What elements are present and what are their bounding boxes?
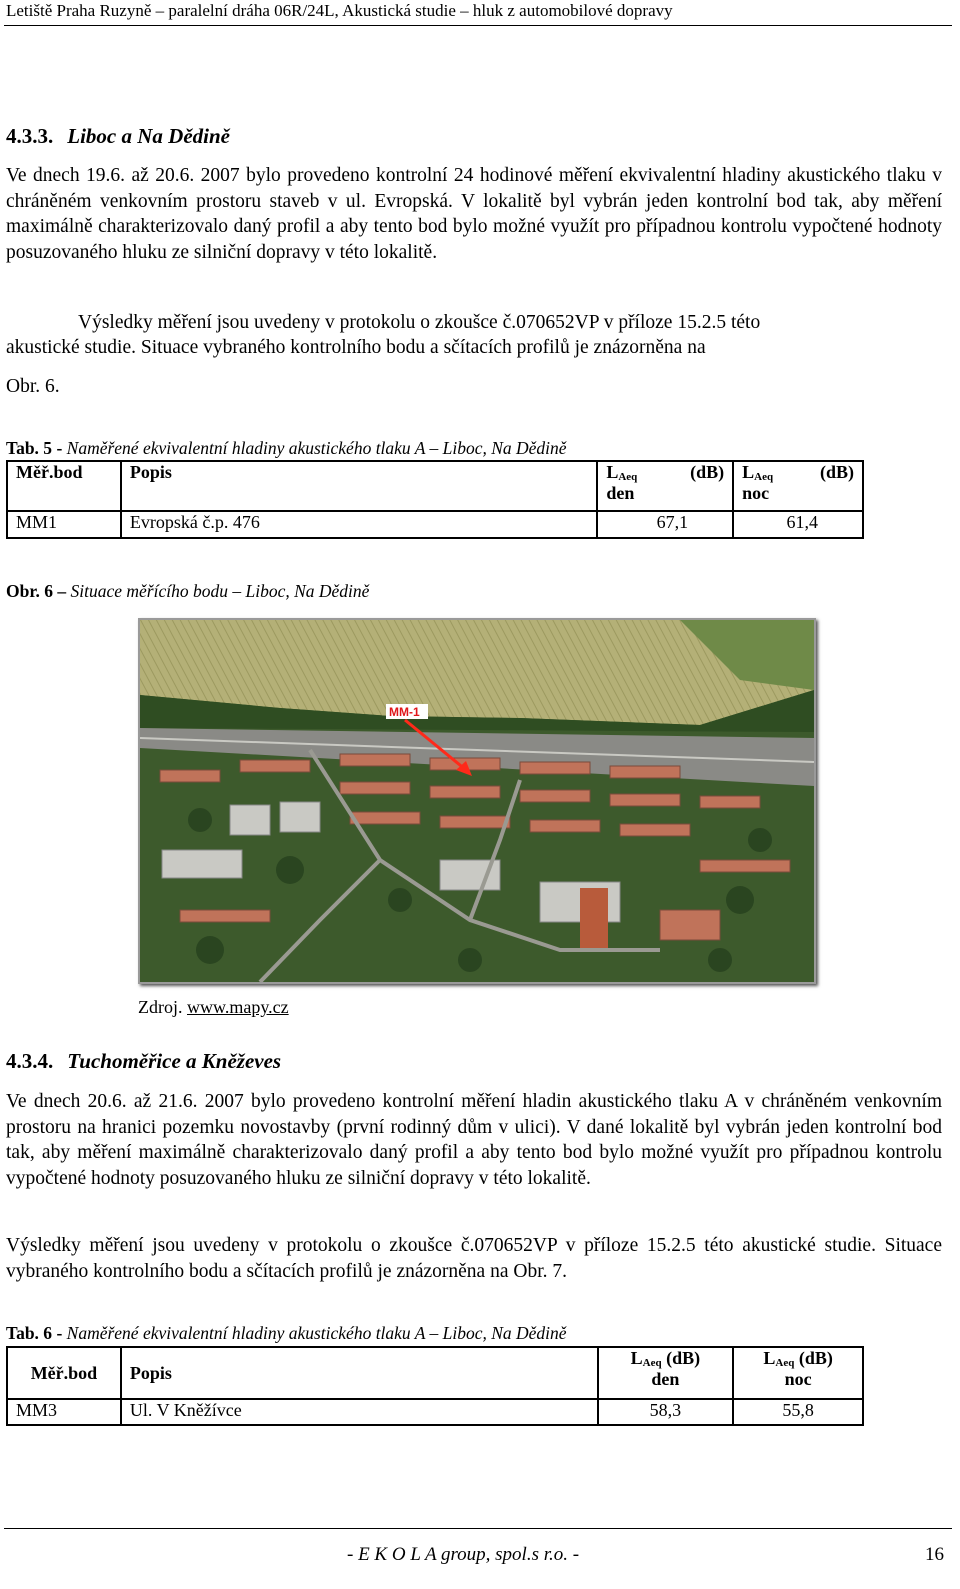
table6-caption-text: Naměřené ekvivalentní hladiny akustického tlaku A – Liboc, Na Dědině bbox=[66, 1323, 567, 1343]
section-heading-tuchomerice bbox=[6, 1049, 281, 1074]
marker-label-mm1: MM-1 bbox=[389, 705, 420, 719]
table5-cell-desc: Evropská č.p. 476 bbox=[121, 511, 597, 538]
table5-caption: Tab. 5 - Naměřené ekvivalentní hladiny akustického tlaku A – Liboc, Na Dědině bbox=[6, 438, 567, 458]
table5-header-day: $L_{Aeq}$ (dB) den bbox=[597, 461, 733, 511]
table6-header-night: $L_{Aeq}$ (dB) noc bbox=[733, 1347, 863, 1399]
table5-cell-point: MM1 bbox=[7, 511, 121, 538]
table6-cell-day: 58,3 bbox=[598, 1399, 734, 1425]
table5-header-point: Měř.bod bbox=[7, 461, 121, 511]
table6-cell-desc: Ul. V Kněžívce bbox=[121, 1399, 598, 1425]
table5-header-desc: Popis bbox=[121, 461, 597, 511]
table6 bbox=[6, 1346, 864, 1426]
paragraph-tuchomerice-1: Ve dnech 20.6. až 21.6. 2007 bylo provedeno kontrolní měření hladin akustického tlaku A v chráněném venkovním prostoru na hranici pozemku novostavby (první rodinný dům v ulici). V dané lokalitě byl vybrán jeden kontrolní bod tak, aby měření maximálně charakterizovalo daný profil a aby tento bod bylo možné využít pro případnou kontrolu vypočtené hodnoty posuzovaného hluku ze silniční dopravy v této lokalitě. bbox=[6, 1091, 942, 1189]
footer-rule bbox=[4, 1528, 952, 1529]
table6-cell-point: MM3 bbox=[7, 1399, 121, 1425]
section-title: Liboc a Na Dědině bbox=[67, 124, 230, 148]
running-header: Letiště Praha Ruzyně – paralelní dráha 06R/24L, Akustická studie – hluk z automobilové dopravy bbox=[6, 1, 673, 20]
table6-header-point: Měř.bod bbox=[7, 1347, 121, 1399]
table5-header-night: $L_{Aeq}$ (dB) noc bbox=[733, 461, 863, 511]
aerial-photo bbox=[138, 618, 816, 984]
figure6-label: Obr. 6 bbox=[6, 581, 54, 601]
page-number: 16 bbox=[925, 1544, 944, 1565]
table5-cell-night: 61,4 bbox=[733, 511, 863, 538]
section-number: 4.3.4. bbox=[6, 1049, 54, 1073]
table6-header-desc: Popis bbox=[121, 1347, 598, 1399]
table6-label: Tab. 6 bbox=[6, 1323, 53, 1343]
table-row bbox=[7, 511, 863, 538]
source-link[interactable]: www.mapy.cz bbox=[187, 997, 289, 1017]
table5-caption-text: Naměřené ekvivalentní hladiny akustického tlaku A – Liboc, Na Dědině bbox=[66, 438, 567, 458]
paragraph-tuchomerice-2: Výsledky měření jsou uvedeny v protokolu o zkoušce č.070652VP v příloze 15.2.5 této akustické studie. Situace vybraného kontrolního bodu a sčítacích profilů je znázorněna na Obr. 7. bbox=[6, 1235, 942, 1282]
table5 bbox=[6, 460, 864, 539]
paragraph-liboc-2-line2: akustické studie. Situace vybraného kontrolního bodu a sčítacích profilů je znázorněna na bbox=[6, 337, 706, 358]
aerial-photo-drawing bbox=[140, 620, 814, 982]
section-title: Tuchoměřice a Kněževes bbox=[67, 1049, 282, 1073]
table5-header-row bbox=[7, 461, 863, 511]
table6-header-row bbox=[7, 1347, 863, 1399]
figure6-caption-text: Situace měřícího bodu – Liboc, Na Dědině bbox=[70, 581, 370, 601]
table6-caption: Tab. 6 - Naměřené ekvivalentní hladiny akustického tlaku A – Liboc, Na Dědině bbox=[6, 1323, 567, 1343]
figure6-source: Zdroj. www.mapy.cz bbox=[138, 997, 289, 1017]
paragraph-liboc-2-line3: Obr. 6. bbox=[6, 376, 60, 397]
figure6-caption: Obr. 6 – Situace měřícího bodu – Liboc, Na Dědině bbox=[6, 581, 370, 601]
table6-cell-night: 55,8 bbox=[733, 1399, 863, 1425]
table5-cell-day: 67,1 bbox=[597, 511, 733, 538]
paragraph-liboc-2-line1: Výsledky měření jsou uvedeny v protokolu o zkoušce č.070652VP v příloze 15.2.5 této bbox=[78, 312, 761, 333]
table-row bbox=[7, 1399, 863, 1425]
footer-company: - E K O L A group, spol.s r.o. - bbox=[347, 1544, 580, 1565]
header-rule bbox=[4, 25, 952, 26]
section-number: 4.3.3. bbox=[6, 124, 54, 148]
table5-label: Tab. 5 bbox=[6, 438, 53, 458]
section-heading-liboc bbox=[6, 124, 230, 149]
table6-header-day: $L_{Aeq}$ (dB) den bbox=[598, 1347, 734, 1399]
paragraph-liboc-1: Ve dnech 19.6. až 20.6. 2007 bylo provedeno kontrolní 24 hodinové měření ekvivalentní hladiny akustického tlaku v chráněném venkovním prostoru staveb v ul. Evropská. V lokalitě byl vybrán jeden kontrolní bod tak, aby měření maximálně charakterizovalo daný profil a aby tento bod bylo možné využít pro případnou kontrolu vypočtené hodnoty posuzovaného hluku ze silniční dopravy v této lokalitě. bbox=[6, 165, 942, 263]
